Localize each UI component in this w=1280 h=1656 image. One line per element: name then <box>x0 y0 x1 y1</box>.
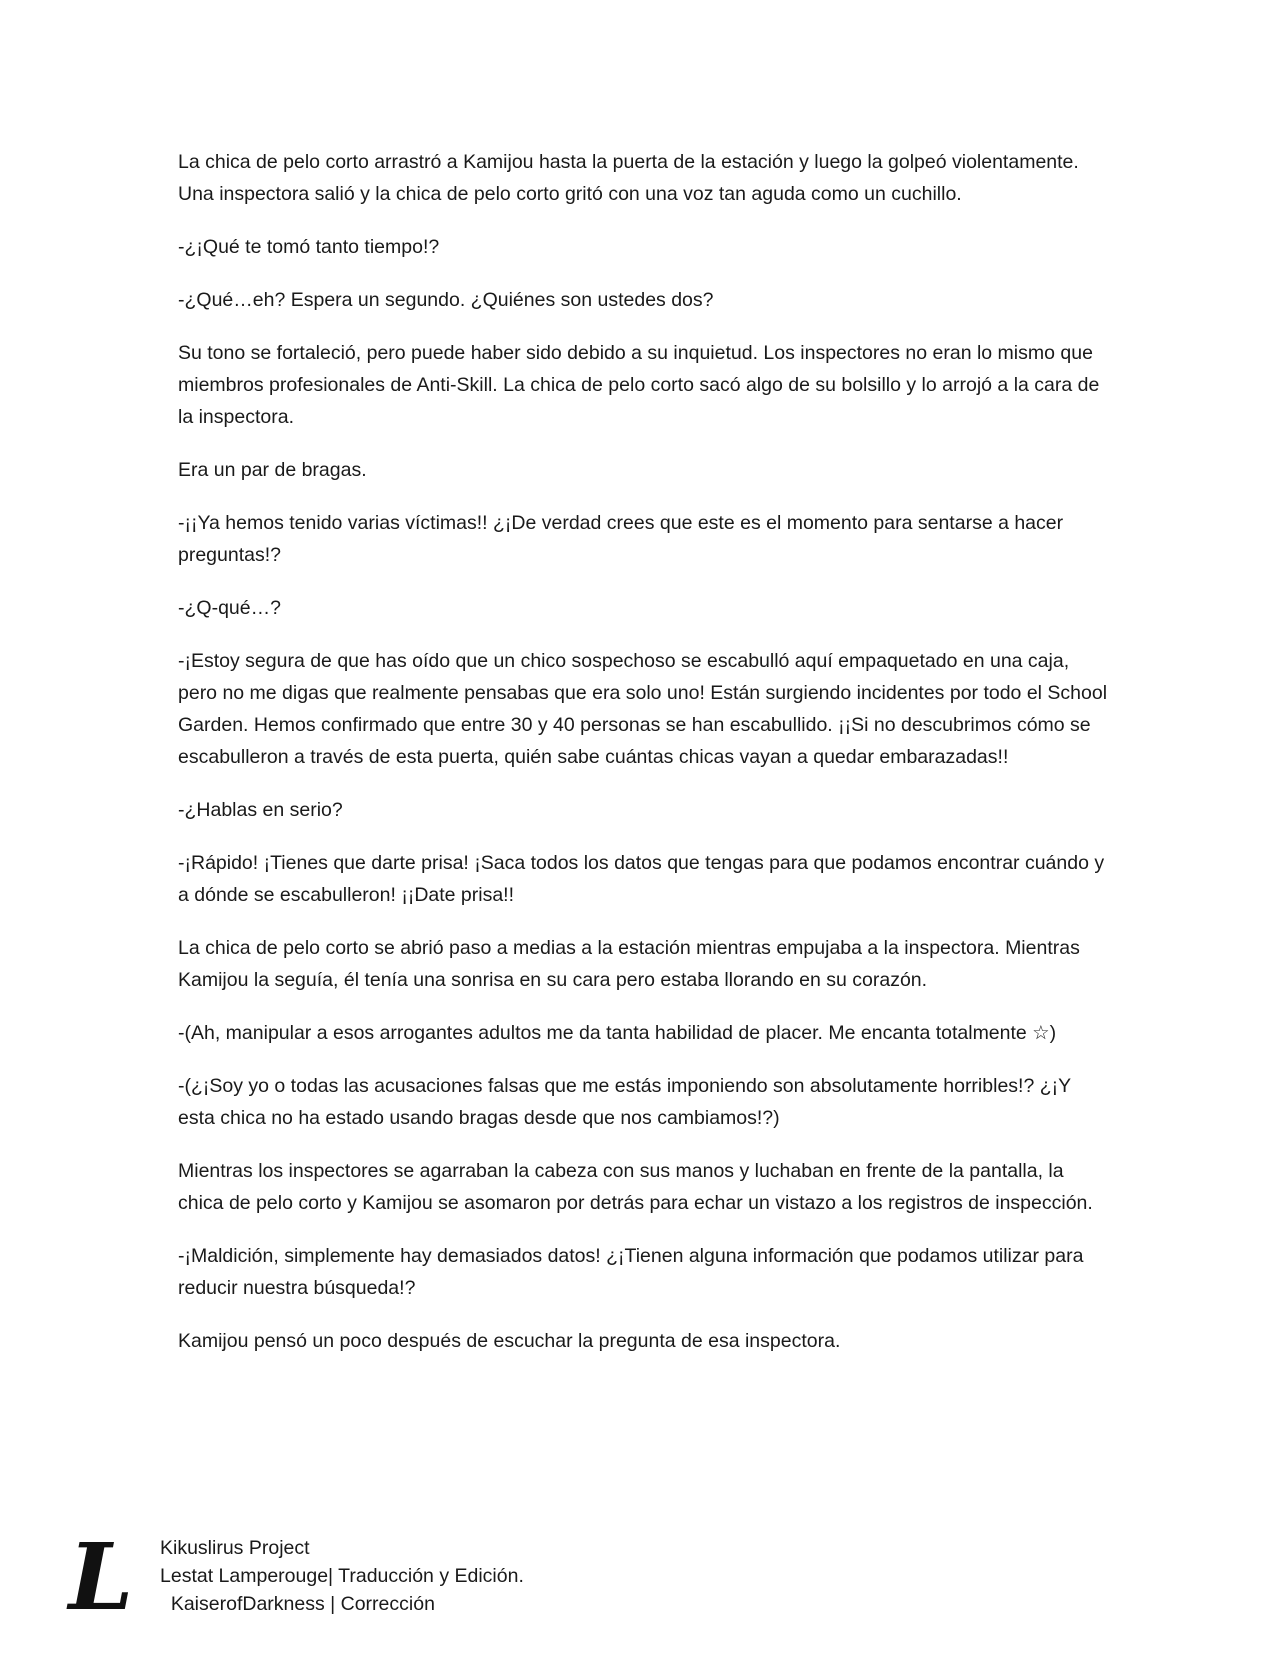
paragraph: -(¿¡Soy yo o todas las acusaciones falsas que me estás imponiendo son absolutamente horribles!? ¿¡Y esta chica no ha estado usando bragas desde que nos cambiamos!?) <box>178 1075 1071 1129</box>
paragraph: -¿Hablas en serio? <box>178 799 343 821</box>
paragraph: Era un par de bragas. <box>178 459 367 481</box>
document-body <box>178 146 1108 1378</box>
credit-line-translation: Lestat Lamperouge| Traducción y Edición. <box>160 1565 524 1587</box>
paragraph: Su tono se fortaleció, pero puede haber sido debido a su inquietud. Los inspectores no eran lo mismo que miembros profesionales de Anti-Skill. La chica de pelo corto sacó algo de su bolsillo y lo arrojó a la cara de la inspectora. <box>178 342 1100 428</box>
paragraph: -(Ah, manipular a esos arrogantes adultos me da tanta habilidad de placer. Me encanta totalmente ☆) <box>178 1022 1057 1044</box>
paragraph: La chica de pelo corto arrastró a Kamijou hasta la puerta de la estación y luego la golpeó violentamente. Una inspectora salió y la chica de pelo corto gritó con una voz tan aguda como un cuchillo. <box>178 151 1079 205</box>
paragraph: -¡Estoy segura de que has oído que un chico sospechoso se escabulló aquí empaquetado en una caja, pero no me digas que realmente pensabas que era solo uno! Están surgiendo incidentes por todo el School Garden. Hemos confirmado que entre 30 y 40 personas se han escabullido. ¡¡Si no descubrimos cómo se escabulleron a través de esta puerta, quién sabe cuántas chicas vayan a quedar embarazadas!! <box>178 650 1108 768</box>
paragraph: -¡¡Ya hemos tenido varias víctimas!! ¿¡De verdad crees que este es el momento para sentarse a hacer preguntas!? <box>178 512 1064 566</box>
paragraph: Kamijou pensó un poco después de escuchar la pregunta de esa inspectora. <box>178 1330 841 1352</box>
credit-line-project: Kikuslirus Project <box>160 1537 310 1559</box>
paragraph: -¿¡Qué te tomó tanto tiempo!? <box>178 236 440 258</box>
credit-line-correction: KaiserofDarkness | Corrección <box>160 1593 435 1615</box>
paragraph: -¿Q-qué…? <box>178 597 281 619</box>
credits-block <box>160 1534 524 1618</box>
paragraph: Mientras los inspectores se agarraban la cabeza con sus manos y luchaban en frente de la pantalla, la chica de pelo corto y Kamijou se asomaron por detrás para echar un vistazo a los registros de inspección. <box>178 1160 1093 1214</box>
gothic-l-logo-icon: L <box>68 1523 134 1631</box>
page-footer <box>62 1523 762 1632</box>
paragraph: -¿Qué…eh? Espera un segundo. ¿Quiénes son ustedes dos? <box>178 289 714 311</box>
paragraph: La chica de pelo corto se abrió paso a medias a la estación mientras empujaba a la inspectora. Mientras Kamijou la seguía, él tenía una sonrisa en su cara pero estaba llorando en su corazón. <box>178 937 1080 991</box>
paragraph: -¡Rápido! ¡Tienes que darte prisa! ¡Saca todos los datos que tengas para que podamos encontrar cuándo y a dónde se escabulleron! ¡¡Date prisa!! <box>178 852 1105 906</box>
paragraph: -¡Maldición, simplemente hay demasiados datos! ¿¡Tienen alguna información que podamos utilizar para reducir nuestra búsqueda!? <box>178 1245 1084 1299</box>
